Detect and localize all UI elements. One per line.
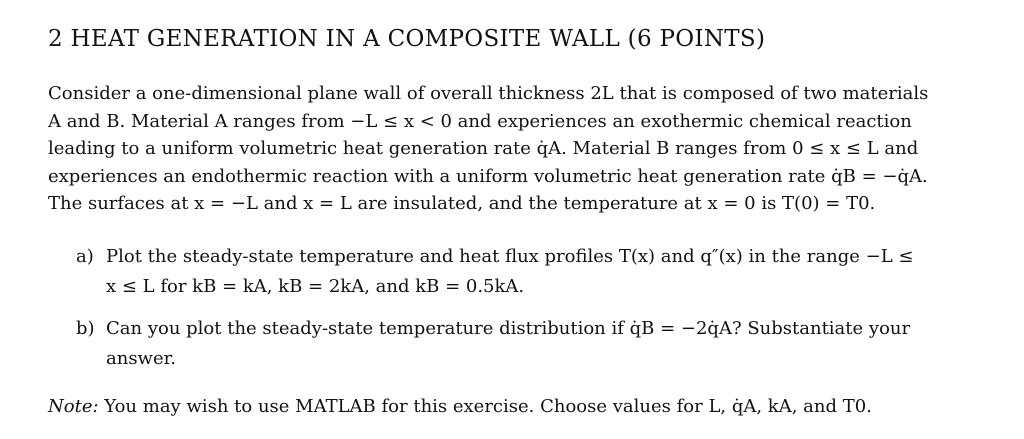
note-text: You may wish to use MATLAB for this exercise. Choose values for L, q̇A, kA, and T0. [104, 396, 872, 417]
question-b-text: Can you plot the steady-state temperature distribution if q̇B = −2q̇A? Substantiate your answer. [106, 318, 911, 369]
question-b [76, 314, 936, 374]
note-label: Note: [48, 396, 99, 417]
problem-heading: 2 HEAT GENERATION IN A COMPOSITE WALL (6 POINTS) [48, 26, 766, 52]
question-b-label: b) [76, 318, 95, 339]
question-a [76, 242, 936, 302]
problem-intro: Consider a one-dimensional plane wall of overall thickness 2L that is composed of two materials A and B. Material A ranges from −L ≤ x < 0 and experiences an exothermic chemical reaction leading to a uniform volumetric heat generation rate q̇A. Material B ranges from 0 ≤ x ≤ L and experiences an endothermic reaction with a uniform volumetric heat generation rate q̇B = −q̇A. The surfaces at x = −L and x = L are insulated, and the temperature at x = 0 is T(0) = T0. [48, 83, 929, 215]
question-a-text: Plot the steady-state temperature and heat flux profiles T(x) and q″(x) in the range −L ≤ x ≤ L for kB = kA, kB = 2kA, and kB = 0.5kA. [106, 246, 914, 297]
question-a-label: a) [76, 246, 94, 267]
note [48, 396, 948, 417]
